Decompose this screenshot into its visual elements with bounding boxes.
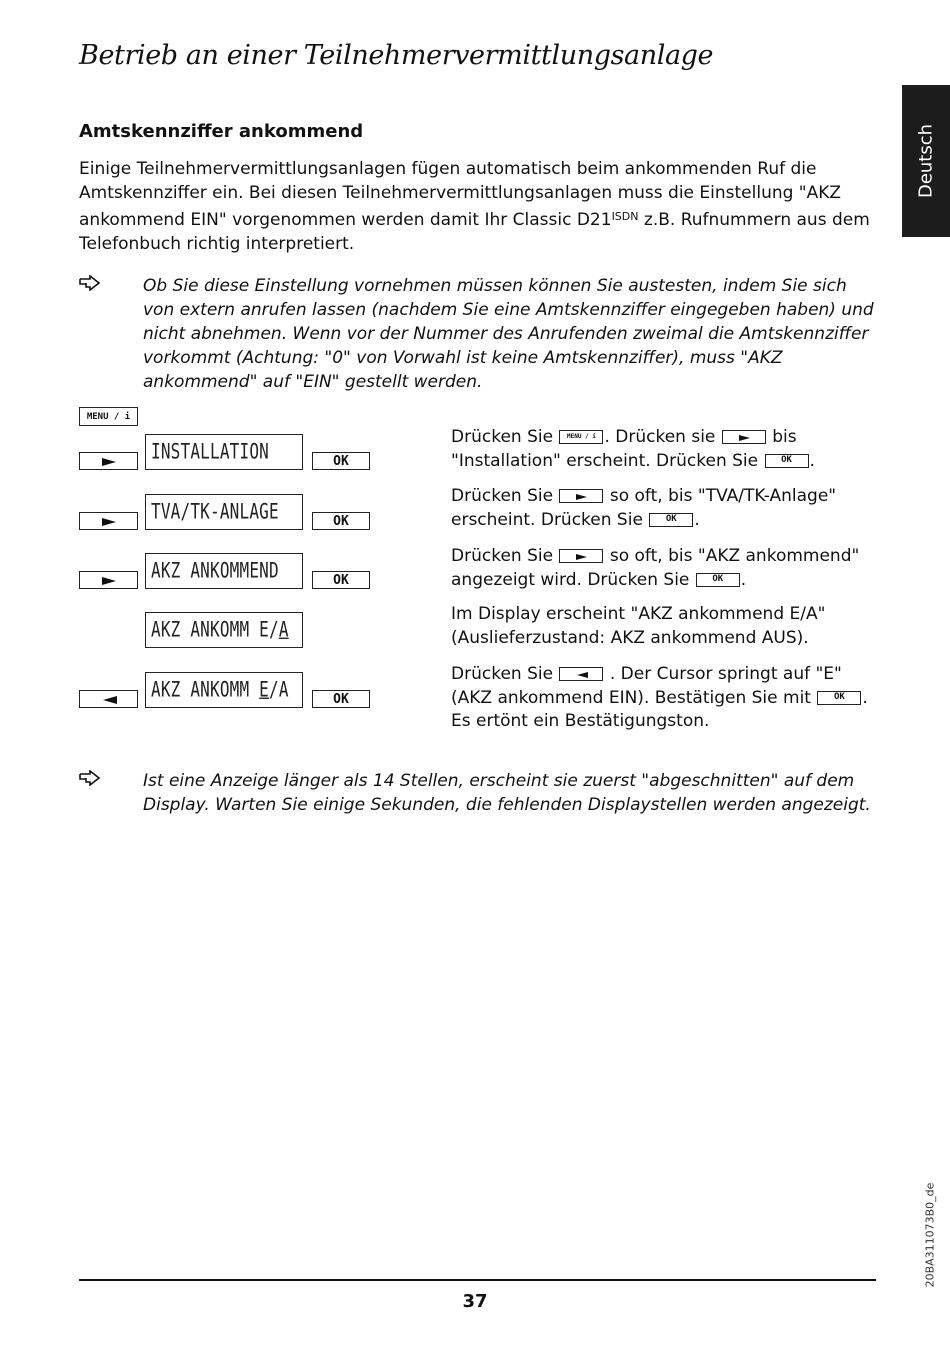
right-arrow-key bbox=[79, 452, 138, 470]
display-tva-tk-anlage: TVA/TK-ANLAGE bbox=[145, 494, 303, 530]
language-tab bbox=[902, 85, 950, 237]
inline-right-key bbox=[559, 489, 603, 503]
step-4-text: Im Display erscheint "AKZ ankommend E/A" (Auslieferzustand: AKZ ankommend AUS). bbox=[451, 604, 826, 648]
right-arrow-key bbox=[79, 571, 138, 589]
inline-ok-key: OK bbox=[696, 573, 740, 587]
step-2-text: Drücken Sie so oft, bis "TVA/TK-Anlage" erscheint. Drücken Sie OK . bbox=[451, 486, 837, 530]
arrow-right-icon bbox=[80, 572, 139, 590]
arrow-right-icon bbox=[80, 513, 139, 531]
section-heading: Amtskennziffer ankommend bbox=[79, 121, 364, 142]
footer-rule bbox=[79, 1279, 876, 1281]
left-arrow-key bbox=[79, 690, 138, 708]
step-1-text: Drücken Sie MENU / i . Drücken sie bis "Installation" erscheint. Drücken Sie OK . bbox=[451, 427, 815, 471]
display-akz-ankomm-ea-cursor-a: AKZ ANKOMM E/A bbox=[145, 612, 303, 648]
ok-key: OK bbox=[312, 512, 370, 530]
hand-pointer-icon bbox=[79, 770, 101, 786]
hint-note-1 bbox=[79, 274, 879, 394]
arrow-right-icon bbox=[80, 453, 139, 471]
page-title: Betrieb an einer Teilnehmervermittlungsanlage bbox=[79, 40, 714, 71]
arrow-right-icon bbox=[560, 490, 604, 504]
ok-key: OK bbox=[312, 690, 370, 708]
intro-paragraph: Einige Teilnehmervermittlungsanlagen fügen automatisch beim ankommenden Ruf die Amtskennziffer ein. Bei diesen Teilnehmervermittlungsanlagen muss die Einstellung "AKZ ankommend EIN" vorgenommen werden damit Ihr Classic $D21^{ISDN}$ z.B. Rufnummern aus dem Telefonbuch richtig interpretiert. bbox=[79, 159, 870, 254]
inline-right-key bbox=[559, 549, 603, 563]
arrow-left-icon bbox=[560, 668, 604, 682]
hint-text-2: Ist eine Anzeige länger als 14 Stellen, erscheint sie zuerst "abgeschnitten" auf dem Display. Warten Sie einige Sekunden, die fehlenden Displaystellen werden angezeigt. bbox=[143, 771, 871, 815]
inline-left-key bbox=[559, 667, 603, 681]
language-tab-label: Deutsch bbox=[915, 123, 937, 199]
display-installation: INSTALLATION bbox=[145, 434, 303, 470]
hint-note-2 bbox=[79, 769, 879, 817]
display-akz-ankomm-ea-cursor-e: AKZ ANKOMM E/A bbox=[145, 672, 303, 708]
inline-ok-key: OK bbox=[817, 691, 861, 705]
ok-key: OK bbox=[312, 571, 370, 589]
right-arrow-key bbox=[79, 512, 138, 530]
inline-ok-key: OK bbox=[765, 454, 809, 468]
hand-pointer-icon bbox=[79, 275, 101, 291]
inline-right-key bbox=[722, 430, 766, 444]
inline-menu-key: MENU / i bbox=[559, 430, 603, 444]
ok-key: OK bbox=[312, 452, 370, 470]
document-code: 20BA311073B0_de bbox=[923, 1182, 937, 1288]
step-5-text: Drücken Sie . Der Cursor springt auf "E" (AKZ ankommend EIN). Bestätigen Sie mit OK . Es ertönt ein Bestätigungston. bbox=[451, 664, 868, 731]
menu-key: MENU / i bbox=[79, 407, 138, 426]
arrow-right-icon bbox=[560, 550, 604, 564]
display-akz-ankommend: AKZ ANKOMMEND bbox=[145, 553, 303, 589]
page-number: 37 bbox=[462, 1291, 488, 1312]
inline-ok-key: OK bbox=[649, 513, 693, 527]
hint-text-1: Ob Sie diese Einstellung vornehmen müssen können Sie austesten, indem Sie sich von extern anrufen lassen (nachdem Sie eine Amtskennziffer eingegeben haben) und nicht abnehmen. Wenn vor der Nummer des Anrufenden zweimal die Amtskennziffer vorkommt (Achtung: "0" von Vorwahl ist keine Amtskennziffer), muss "AKZ ankommend" auf "EIN" gestellt werden. bbox=[143, 276, 874, 392]
arrow-right-icon bbox=[723, 431, 767, 445]
arrow-left-icon bbox=[80, 691, 139, 709]
step-3-text: Drücken Sie so oft, bis "AKZ ankommend" angezeigt wird. Drücken Sie OK . bbox=[451, 546, 860, 590]
